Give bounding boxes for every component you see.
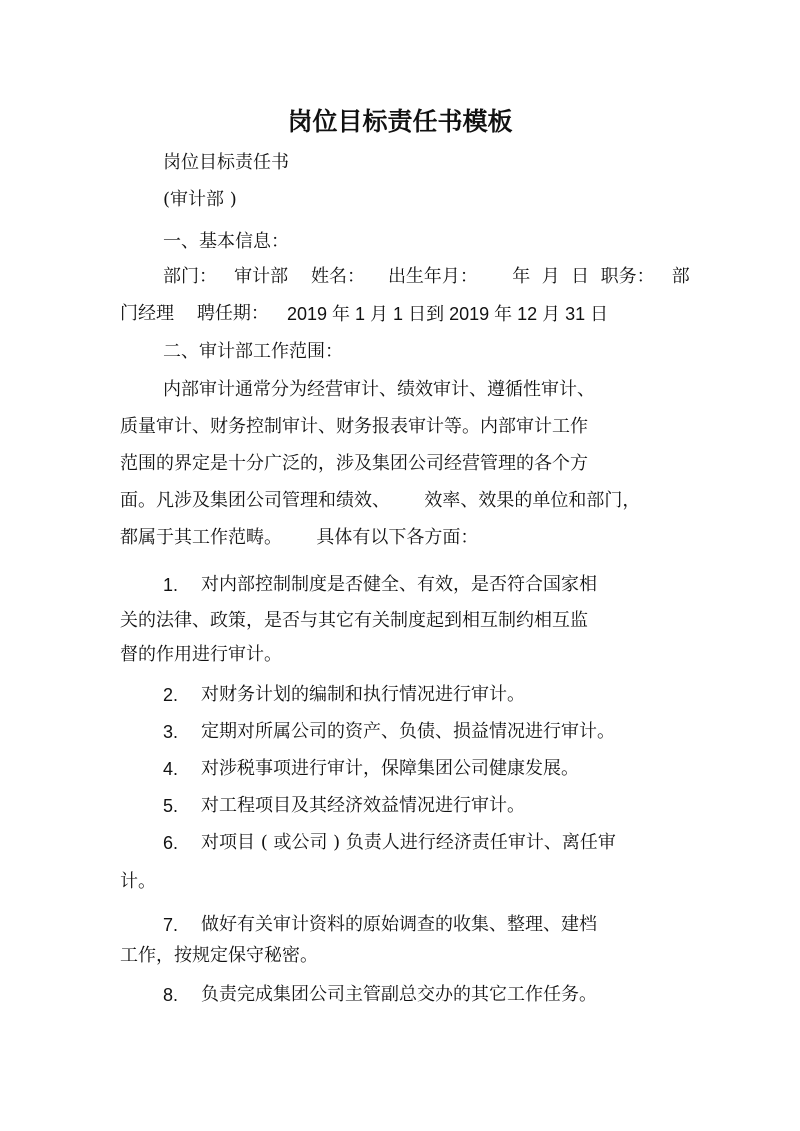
list-item-text: 对涉税事项进行审计，保障集团公司健康发展。 (201, 758, 579, 779)
section-heading-scope: 二、审计部工作范围： (163, 341, 343, 362)
list-item-text: 对项目 ( 或公司 ) 负责人进行经济责任审计、离任审 (201, 832, 616, 853)
list-item-number: 3. (163, 722, 179, 742)
document-title: 岗位目标责任书模板 (287, 107, 513, 136)
department-tag: (审计部 ) (163, 189, 237, 210)
basic-info-line: 部门： 审计部 姓名： 出生年月： 年 月 日 职务： 部 (163, 266, 690, 287)
scope-paragraph-line: 内部审计通常分为经营审计、绩效审计、遵循性审计、 (163, 379, 595, 400)
list-item-number: 2. (163, 685, 179, 705)
list-item-text: 对内部控制制度是否健全、有效，是否符合国家相 (201, 574, 597, 595)
basic-info-line-prefix: 门经理 聘任期： (120, 303, 269, 324)
list-item-text: 关的法律、政策，是否与其它有关制度起到相互制约相互监 (120, 610, 588, 631)
list-item-text: 定期对所属公司的资产、负债、损益情况进行审计。 (201, 721, 615, 742)
scope-paragraph-line: 范围的界定是十分广泛的，涉及集团公司经营管理的各个方 (120, 453, 588, 474)
list-item-number: 1. (163, 575, 179, 595)
list-item-number: 6. (163, 833, 179, 853)
list-item-text: 负责完成集团公司主管副总交办的其它工作任务。 (201, 984, 597, 1005)
list-item-number: 5. (163, 796, 179, 816)
scope-paragraph-line: 都属于其工作范畴。 具体有以下各方面： (120, 527, 479, 548)
document-subtitle: 岗位目标责任书 (163, 152, 289, 173)
list-item-text: 对工程项目及其经济效益情况进行审计。 (201, 795, 525, 816)
list-item-number: 8. (163, 985, 179, 1005)
list-item-text: 做好有关审计资料的原始调查的收集、整理、建档 (201, 914, 597, 935)
list-item-number: 4. (163, 759, 179, 779)
appointment-period: 2019 年 1 月 1 日到 2019 年 12 月 31 日 (287, 304, 609, 324)
list-item-text: 督的作用进行审计。 (120, 644, 282, 665)
list-item-text: 计。 (120, 871, 156, 892)
list-item-text: 对财务计划的编制和执行情况进行审计。 (201, 684, 525, 705)
scope-paragraph-line: 面。凡涉及集团公司管理和绩效、 效率、效果的单位和部门， (120, 490, 641, 511)
section-heading-basic-info: 一、基本信息： (163, 231, 289, 252)
scope-paragraph-line: 质量审计、财务控制审计、财务报表审计等。内部审计工作 (120, 416, 588, 437)
list-item-number: 7. (163, 915, 179, 935)
list-item-text: 工作，按规定保守秘密。 (120, 945, 318, 966)
